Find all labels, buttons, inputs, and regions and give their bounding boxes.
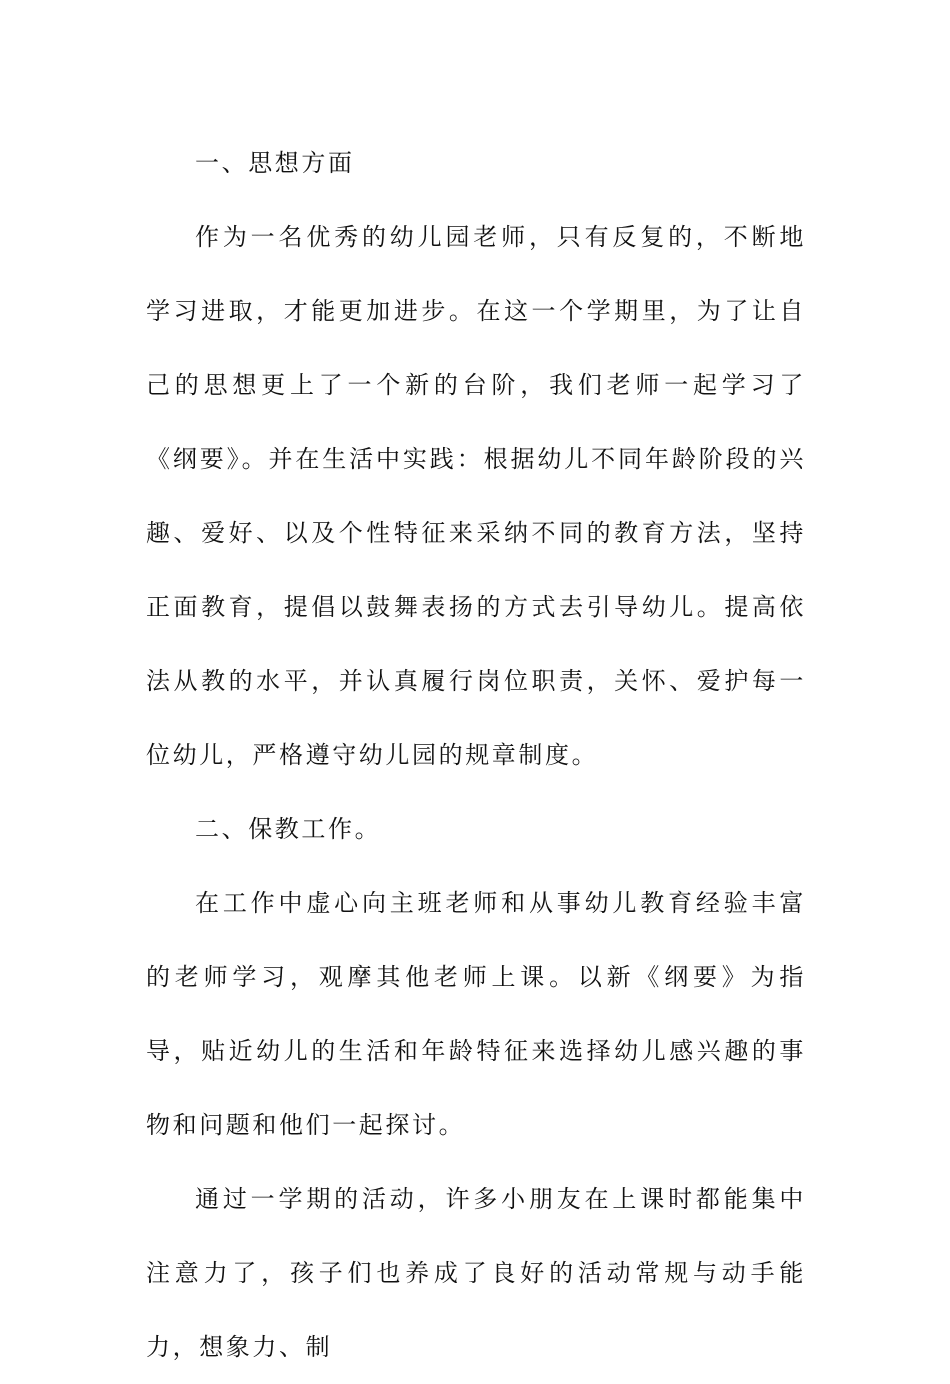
section-heading-2: 二、保教工作。	[195, 815, 382, 843]
document-body	[146, 126, 806, 1384]
section-heading-1: 一、思想方面	[195, 149, 355, 177]
paragraph-ideology: 作为一名优秀的幼儿园老师，只有反复的，不断地学习进取，才能更加进步。在这一个学期里，为了让自己的思想更上了一个新的台阶，我们老师一起学习了《纲要》。并在生活中实践：根据幼儿不同年龄阶段的兴趣、爱好、以及个性特征来采纳不同的教育方法，坚持正面教育，提倡以鼓舞表扬的方式去引导幼儿。提高依法从教的水平，并认真履行岗位职责，关怀、爱护每一位幼儿，严格遵守幼儿园的规章制度。	[146, 223, 806, 769]
paragraph-semester-activities: 通过一学期的活动，许多小朋友在上课时都能集中注意力了，孩子们也养成了良好的活动常规与动手能力，想象力、制	[146, 1185, 806, 1361]
paragraph-teaching-work: 在工作中虚心向主班老师和从事幼儿教育经验丰富的老师学习，观摩其他老师上课。以新《纲要》为指导，贴近幼儿的生活和年龄特征来选择幼儿感兴趣的事物和问题和他们一起探讨。	[146, 889, 806, 1139]
